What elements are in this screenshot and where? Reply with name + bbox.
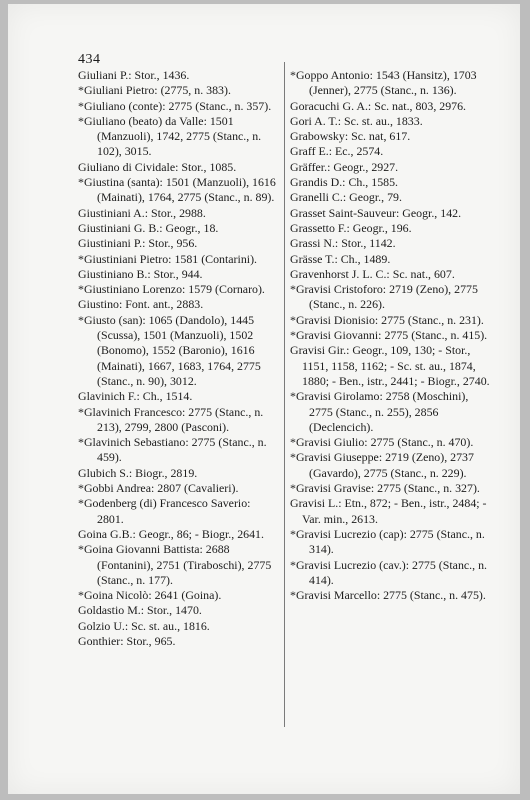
page-number: 434 [78, 52, 101, 67]
index-entry: *Glavinich Sebastiano: 2775 (Stanc., n. 459). [78, 435, 267, 465]
index-entry: Goracuchi G. A.: Sc. nat., 803, 2976. [290, 98, 467, 113]
index-entry: *Goppo Antonio: 1543 (Hansitz), 1703 (Jenner), 2775 (Stanc., n. 136). [290, 68, 477, 98]
column-divider [284, 62, 285, 727]
index-entry: *Gravisi Girolamo: 2758 (Moschini), 2775 (Stanc., n. 255), 2856 (Declencich). [290, 389, 469, 434]
index-entry: *Goina Nicolò: 2641 (Goina). [78, 588, 222, 603]
index-entry: *Gravisi Giulio: 2775 (Stanc., n. 470). [290, 435, 474, 450]
index-entry: *Glavinich Francesco: 2775 (Stanc., n. 213), 2799, 2800 (Pasconi). [78, 404, 264, 434]
index-page [8, 4, 520, 794]
right-index-column [290, 68, 490, 603]
index-entry: Giustino: Font. ant., 2883. [78, 297, 204, 312]
index-entry: Goina G.B.: Geogr., 86; - Biogr., 2641. [78, 526, 264, 541]
index-entry: *Giuliano (conte): 2775 (Stanc., n. 357). [78, 98, 272, 113]
index-entry: Giustiniani G. B.: Geogr., 18. [78, 220, 219, 235]
index-entry: *Giusto (san): 1065 (Dandolo), 1445 (Scussa), 1501 (Manzuoli), 1502 (Bonomo), 1552 (Baronio), 1616 (Mainati), 1667, 1683, 1764, 2775 (Stanc., n. 90), 3012. [78, 312, 261, 388]
index-entry: Grabowsky: Sc. nat, 617. [290, 129, 411, 144]
index-entry: Granelli C.: Geogr., 79. [290, 190, 402, 205]
index-entry: Graff E.: Ec., 2574. [290, 144, 384, 159]
index-entry: Gonthier: Stor., 965. [78, 633, 176, 648]
index-entry: *Giustiniano Lorenzo: 1579 (Cornaro). [78, 282, 265, 297]
index-entry: Giuliani P.: Stor., 1436. [78, 68, 190, 82]
index-entry: *Gravisi Giuseppe: 2719 (Zeno), 2737 (Gavardo), 2775 (Stanc., n. 229). [290, 450, 474, 480]
index-entry: *Gravisi Dionisio: 2775 (Stanc., n. 231). [290, 312, 484, 327]
index-entry: Gräffer.: Geogr., 2927. [290, 159, 399, 174]
index-entry: Gravenhorst J. L. C.: Sc. nat., 607. [290, 266, 455, 281]
index-entry: *Gravisi Cristoforo: 2719 (Zeno), 2775 (Stanc., n. 226). [290, 282, 478, 312]
index-entry: *Godenberg (di) Francesco Saverio: 2801. [78, 496, 251, 526]
index-entry: Gravisi L.: Etn., 872; - Ben., istr., 2484; - Var. min., 2613. [290, 496, 487, 526]
index-entry: *Giustiniani Pietro: 1581 (Contarini). [78, 251, 258, 266]
index-entry: *Giustina (santa): 1501 (Manzuoli), 1616 (Mainati), 1764, 2775 (Stanc., n. 89). [78, 175, 276, 205]
index-entry: Giustiniani P.: Stor., 956. [78, 236, 198, 251]
index-entry: Grasset Saint-Sauveur: Geogr., 142. [290, 205, 462, 220]
index-entry: *Gobbi Andrea: 2807 (Cavalieri). [78, 481, 239, 496]
left-index-column [78, 68, 280, 649]
index-entry: Grässe T.: Ch., 1489. [290, 251, 391, 266]
index-entry: *Gravisi Lucrezio (cap): 2775 (Stanc., n. 314). [290, 526, 485, 557]
index-entry: Grassetto F.: Geogr., 196. [290, 220, 412, 235]
index-entry: *Gravisi Giovanni: 2775 (Stanc., n. 415). [290, 328, 488, 343]
index-entry: Glubich S.: Biogr., 2819. [78, 465, 198, 480]
index-entry: Giustiniani A.: Stor., 2988. [78, 205, 206, 220]
index-entry: Giuliano di Cividale: Stor., 1085. [78, 159, 237, 174]
index-entry: Gori A. T.: Sc. st. au., 1833. [290, 113, 423, 128]
index-entry: *Gravisi Gravise: 2775 (Stanc., n. 327). [290, 481, 480, 496]
index-entry: *Giuliano (beato) da Valle: 1501 (Manzuoli), 1742, 2775 (Stanc., n. 102), 3015. [78, 113, 262, 159]
index-entry: Grandis D.: Ch., 1585. [290, 175, 399, 190]
index-entry: Glavinich F.: Ch., 1514. [78, 389, 193, 404]
index-entry: *Gravisi Marcello: 2775 (Stanc., n. 475). [290, 588, 486, 603]
index-entry: Gravisi Gir.: Geogr., 109, 130; - Stor., 1151, 1158, 1162; - Sc. st. au., 1874, 1880; - Ben., istr., 2441; - Biogr., 2740. [290, 343, 490, 388]
index-entry: Grassi N.: Stor., 1142. [290, 236, 396, 251]
index-entry: *Giuliani Pietro: (2775, n. 383). [78, 83, 231, 98]
index-entry: *Gravisi Lucrezio (cav.): 2775 (Stanc., n. 414). [290, 557, 488, 587]
index-entry: *Goina Giovanni Battista: 2688 (Fontanini), 2751 (Tiraboschi), 2775 (Stanc., n. 177). [78, 542, 272, 587]
index-entry: Giustiniano B.: Stor., 944. [78, 266, 203, 281]
index-entry: Goldastio M.: Stor., 1470. [78, 603, 202, 618]
index-entry: Golzio U.: Sc. st. au., 1816. [78, 618, 210, 633]
